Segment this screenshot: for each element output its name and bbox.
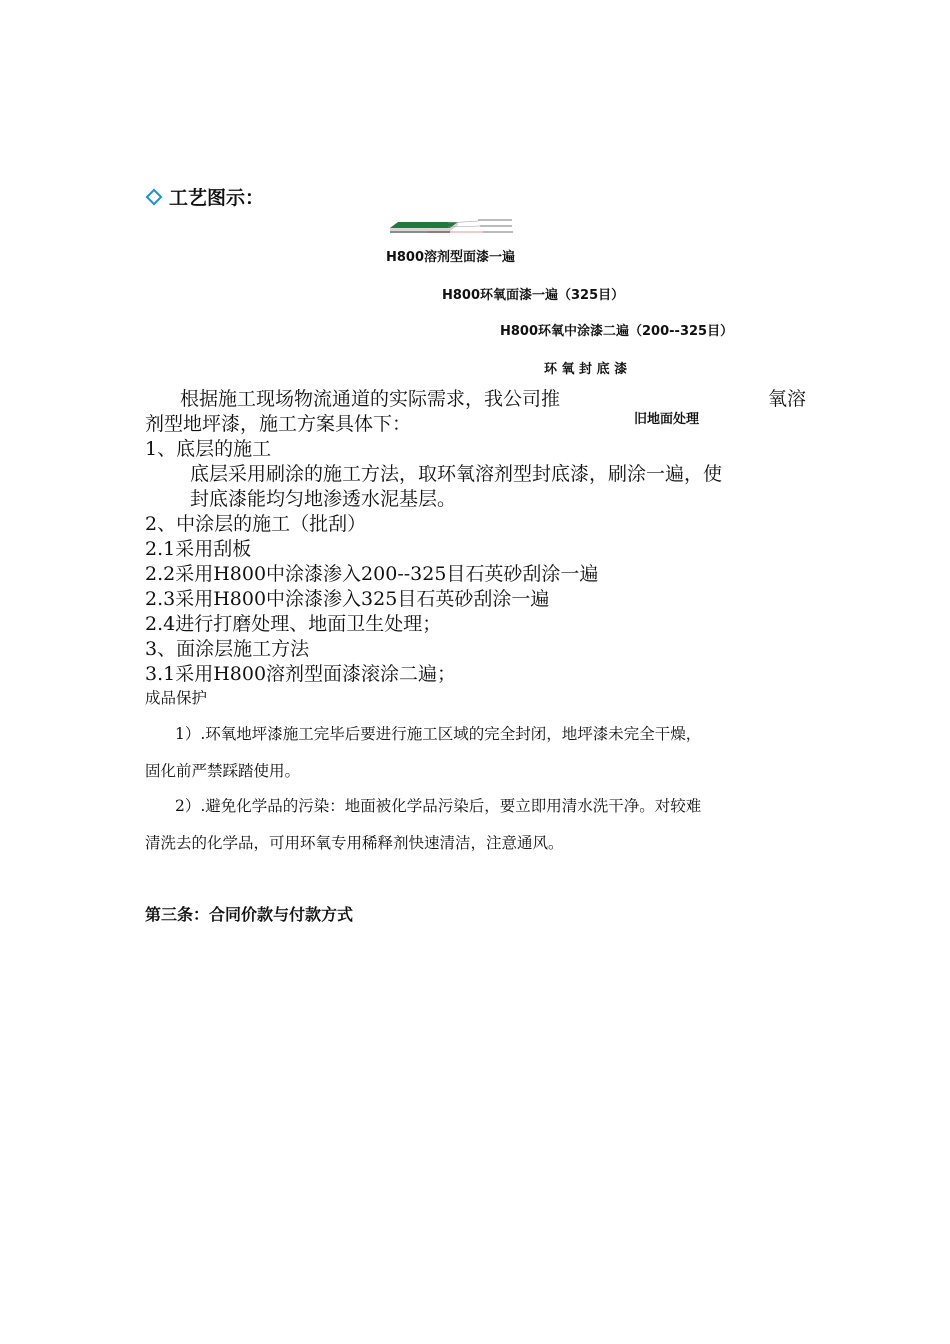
layer-label-primer: 环 氧 封 底 漆 [544, 362, 628, 377]
step-1-title: 1、底层的施工 [145, 438, 272, 460]
step-2-2: 2.2采用H800中涂漆渗入200--325目石英砂刮涂一遍 [145, 563, 599, 585]
diamond-bullet-icon [146, 188, 163, 205]
intro-line-1-right: 氧溶 [768, 388, 807, 410]
section-heading [145, 183, 264, 210]
diagram-tiny-label-3 [483, 231, 513, 233]
step-2-1: 2.1采用刮板 [145, 538, 252, 560]
layer-label-topcoat: H800溶剂型面漆一遍 [386, 250, 516, 265]
diagram-top-layer [390, 222, 458, 228]
step-3-title: 3、面涂层施工方法 [145, 638, 310, 660]
protection-title: 成品保护 [145, 689, 208, 707]
article-three-heading: 第三条：合同价款与付款方式 [145, 905, 354, 924]
floor-layer-diagram [388, 216, 518, 238]
diagram-tiny-label-1 [478, 219, 512, 221]
protection-item-1-line-1: 1）.环氧地坪漆施工完毕后要进行施工区域的完全封闭，地坪漆未完全干燥， [175, 725, 702, 743]
protection-item-2-line-2: 清洗去的化学品，可用环氧专用稀释剂快速清洁，注意通风。 [145, 834, 564, 852]
step-1-body-line-1: 底层采用刷涂的施工方法，取环氧溶剂型封底漆，刷涂一遍，使 [190, 463, 723, 485]
layer-label-midcoat: H800环氧中涂漆二遍（200--325目） [500, 324, 734, 339]
protection-item-1-line-2: 固化前严禁踩踏使用。 [145, 762, 301, 780]
step-2-3: 2.3采用H800中涂漆渗入325目石英砂刮涂一遍 [145, 588, 550, 610]
step-2-4: 2.4进行打磨处理、地面卫生处理； [145, 613, 442, 635]
layer-label-epoxy-topcoat: H800环氧面漆一遍（325目） [442, 288, 625, 303]
step-2-title: 2、中涂层的施工（批刮） [145, 513, 367, 535]
section-heading-text: 工艺图示： [169, 187, 265, 209]
diagram-tiny-label-2 [480, 225, 512, 227]
layer-label-old-floor: 旧地面处理 [630, 408, 703, 427]
step-3-1: 3.1采用H800溶剂型面漆滚涂二遍； [145, 663, 457, 685]
intro-line-2: 剂型地坪漆，施工方案具体下： [145, 413, 412, 435]
step-1-body-line-2: 封底漆能均匀地渗透水泥基层。 [190, 488, 457, 510]
protection-item-2-line-1: 2）.避免化学品的污染：地面被化学品污染后，要立即用清水洗干净。对较难 [175, 797, 702, 815]
intro-line-1-left: 根据施工现场物流通道的实际需求，我公司推 [180, 388, 561, 410]
